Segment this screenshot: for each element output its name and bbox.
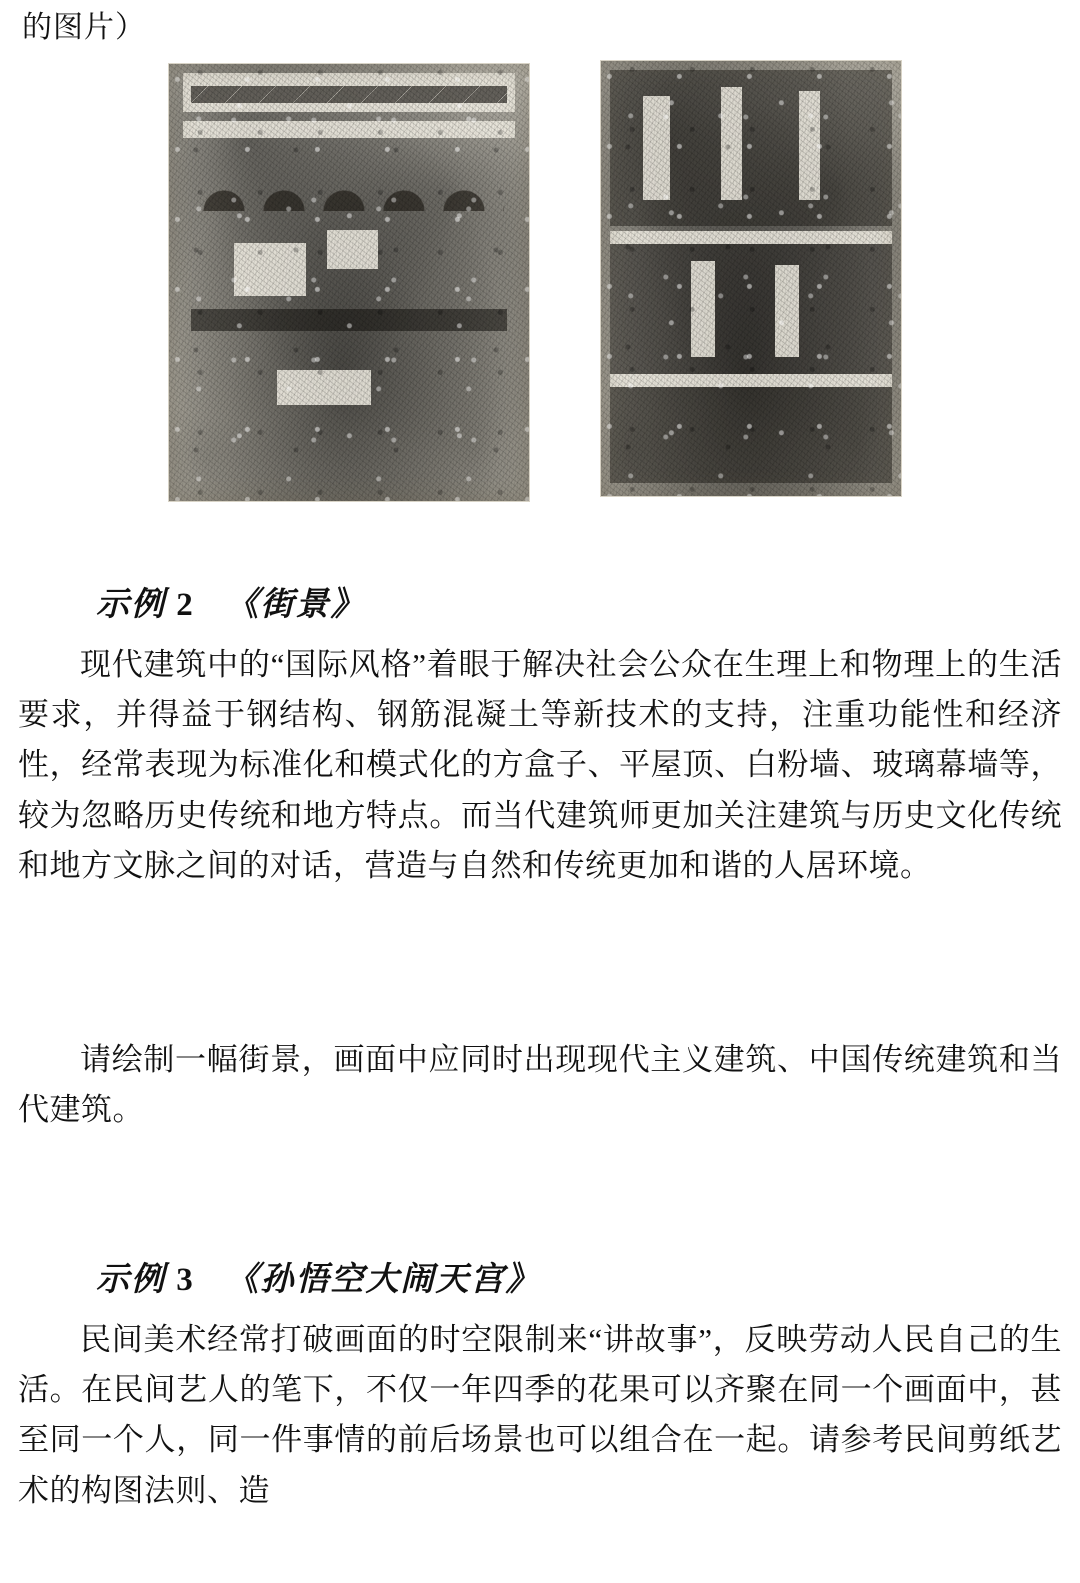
rubbing-grain-overlay <box>601 61 901 496</box>
heading-number: 2 <box>176 587 195 623</box>
paragraph-example-2-2: 请绘制一幅街景，画面中应同时出现现代主义建筑、中国传统建筑和当代建筑。 <box>18 1042 1062 1128</box>
rubbing-grain-overlay <box>169 64 529 501</box>
carryover-text: 的图片） <box>22 11 146 44</box>
heading-title: 《孙悟空大闹天宫》 <box>225 1262 541 1298</box>
figure-row <box>0 60 1080 510</box>
heading-label: 示例 <box>96 1262 166 1298</box>
heading-label: 示例 <box>96 587 166 623</box>
stone-rubbing-left <box>168 63 530 502</box>
heading-number: 3 <box>176 1262 195 1298</box>
section-heading-example-3 <box>96 1253 541 1300</box>
heading-title: 《街景》 <box>225 587 366 623</box>
section-heading-example-2 <box>96 578 366 625</box>
paragraph-example-3-1: 民间美术经常打破画面的时空限制来“讲故事”，反映劳动人民自己的生活。在民间艺人的笔下，不仅一年四季的花果可以齐聚在同一个画面中，甚至同一个人，同一件事情的前后场景也可以组合在一起。请参考民间剪纸艺术的构图法则、造 <box>18 1322 1062 1508</box>
paragraph-example-2-1: 现代建筑中的“国际风格”着眼于解决社会公众在生理上和物理上的生活要求，并得益于钢结构、钢筋混凝土等新技术的支持，注重功能性和经济性，经常表现为标准化和模式化的方盒子、平屋顶、白粉墙、玻璃幕墙等，较为忽略历史传统和地方特点。而当代建筑师更加关注建筑与历史文化传统和地方文脉之间的对话，营造与自然和传统更加和谐的人居环境。 <box>18 647 1062 883</box>
stone-rubbing-right <box>600 60 902 497</box>
